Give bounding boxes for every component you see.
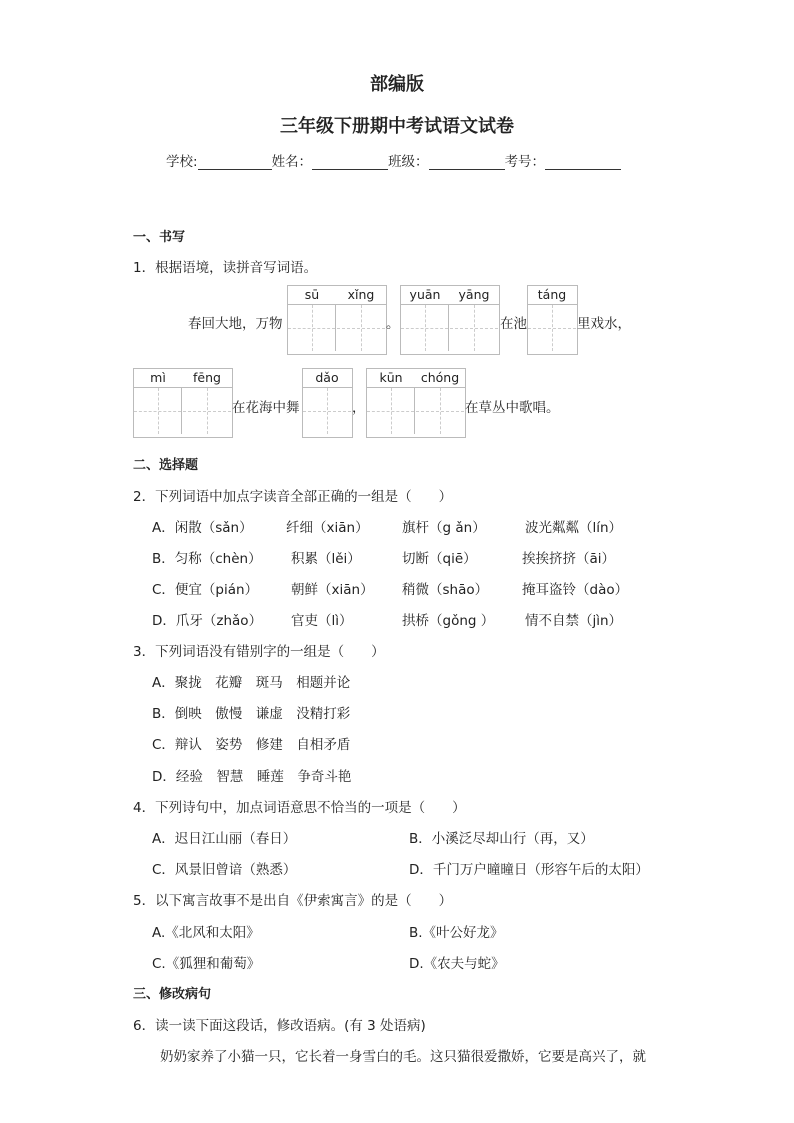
pinyin-mi: mì — [150, 370, 166, 385]
pinyin-tang: táng — [537, 287, 567, 302]
q2-option-b-2: 积累（lěi） — [291, 551, 361, 567]
q1-text-2a: 在花海中舞 — [232, 400, 300, 416]
q2-option-a-1[interactable]: A．闲散（sǎn） — [152, 520, 253, 536]
q4-option-b[interactable]: B．小溪泛尽却山行（再，又） — [409, 831, 594, 847]
q2-option-b-3: 切断（qiē） — [402, 551, 477, 567]
q1-text-1b: 。 — [386, 316, 400, 332]
pinyin-yang: yāng — [458, 287, 490, 302]
q2-option-a-2: 纤细（xiān） — [286, 520, 369, 536]
question-1-stem: 1．根据语境，读拼音写词语。 — [133, 260, 318, 276]
q2-option-d-4: 情不自禁（jìn） — [525, 613, 623, 629]
name-label: 姓名： — [271, 154, 313, 170]
exam-no-label: 考号： — [504, 154, 546, 170]
q4-option-d[interactable]: D．千门万户曈曈日（形容午后的太阳） — [409, 862, 649, 878]
section-heading-correction: 三、修改病句 — [133, 987, 212, 1002]
school-field[interactable] — [198, 154, 272, 170]
pinyin-box-mifeng[interactable] — [133, 368, 233, 438]
section-heading-choice: 二、选择题 — [133, 458, 199, 473]
q2-option-c-1[interactable]: C．便宜（pián） — [152, 582, 259, 598]
pinyin-dao: dǎo — [315, 370, 339, 385]
q2-option-d-3: 拱桥（gǒng ） — [402, 613, 495, 629]
q2-option-d-2: 官吏（lì） — [291, 613, 353, 629]
q2-option-b-1[interactable]: B．匀称（chèn） — [152, 551, 262, 567]
q3-option-a[interactable]: A．聚拢 花瓣 斑马 相题并论 — [152, 675, 351, 691]
q2-option-c-2: 朝鲜（xiān） — [291, 582, 374, 598]
question-6-passage: 奶奶家养了小猫一只，它长着一身雪白的毛。这只猫很爱撒娇，它要是高兴了，就 — [160, 1049, 646, 1065]
exam-title: 三年级下册期中考试语文试卷 — [280, 116, 514, 137]
question-4-stem: 4．下列诗句中，加点词语意思不恰当的一项是（ ） — [133, 800, 466, 816]
pinyin-xing: xǐng — [347, 287, 375, 302]
pinyin-box-tang[interactable] — [527, 285, 578, 355]
class-label: 班级： — [388, 154, 429, 170]
class-field[interactable] — [429, 154, 505, 170]
pinyin-feng: fēng — [193, 370, 221, 385]
q3-option-c[interactable]: C．辩认 姿势 修建 自相矛盾 — [152, 737, 351, 753]
name-field[interactable] — [312, 154, 388, 170]
pinyin-yuan: yuān — [409, 287, 441, 302]
question-6-stem: 6．读一读下面这段话，修改语病。(有 3 处语病) — [133, 1018, 426, 1034]
q2-option-a-4: 波光粼粼（lín） — [525, 520, 623, 536]
q1-text-1d: 里戏水， — [577, 316, 631, 332]
q2-option-b-4: 挨挨挤挤（āi） — [522, 551, 616, 567]
q1-text-1c: 在池 — [500, 316, 527, 332]
q2-option-c-3: 稍微（shāo） — [402, 582, 489, 598]
pinyin-box-kunchong[interactable] — [366, 368, 466, 438]
q1-text-1a: 春回大地，万物 — [188, 316, 283, 332]
q5-option-d[interactable]: D.《农夫与蛇》 — [409, 956, 505, 972]
q2-option-a-3: 旗杆（g ǎn） — [402, 520, 486, 536]
q1-text-2b: ， — [352, 400, 366, 416]
q4-option-a[interactable]: A．迟日江山丽（春日） — [152, 831, 297, 847]
question-2-stem: 2．下列词语中加点字读音全部正确的一组是（ ） — [133, 489, 453, 505]
exam-no-field[interactable] — [545, 154, 621, 170]
school-label: 学校: — [166, 154, 198, 170]
pinyin-box-dao[interactable] — [302, 368, 353, 438]
q5-option-c[interactable]: C.《狐狸和葡萄》 — [152, 956, 261, 972]
q4-option-c[interactable]: C．风景旧曾谙（熟悉） — [152, 862, 297, 878]
q2-option-d-1[interactable]: D．爪牙（zhǎo） — [152, 613, 263, 629]
pinyin-su: sū — [304, 287, 320, 302]
q2-option-c-4: 掩耳盗铃（dào） — [522, 582, 629, 598]
q5-option-a[interactable]: A.《北风和太阳》 — [152, 925, 260, 941]
question-3-stem: 3．下列词语没有错别字的一组是（ ） — [133, 644, 385, 660]
q3-option-b[interactable]: B．倒映 傲慢 谦虚 没精打彩 — [152, 706, 351, 722]
pinyin-box-yuanyang[interactable] — [400, 285, 500, 355]
q3-option-d[interactable]: D．经验 智慧 睡莲 争奇斗艳 — [152, 769, 352, 785]
student-info-line — [166, 150, 621, 170]
q5-option-b[interactable]: B.《叶公好龙》 — [409, 925, 504, 941]
section-heading-writing: 一、书写 — [133, 230, 186, 245]
pinyin-kun: kūn — [379, 370, 403, 385]
pinyin-box-suxing[interactable] — [287, 285, 387, 355]
pinyin-chong: chóng — [420, 370, 460, 385]
q1-text-2c: 在草丛中歌唱。 — [465, 400, 560, 416]
question-5-stem: 5．以下寓言故事不是出自《伊索寓言》的是（ ） — [133, 893, 453, 909]
edition-title: 部编版 — [370, 74, 424, 95]
